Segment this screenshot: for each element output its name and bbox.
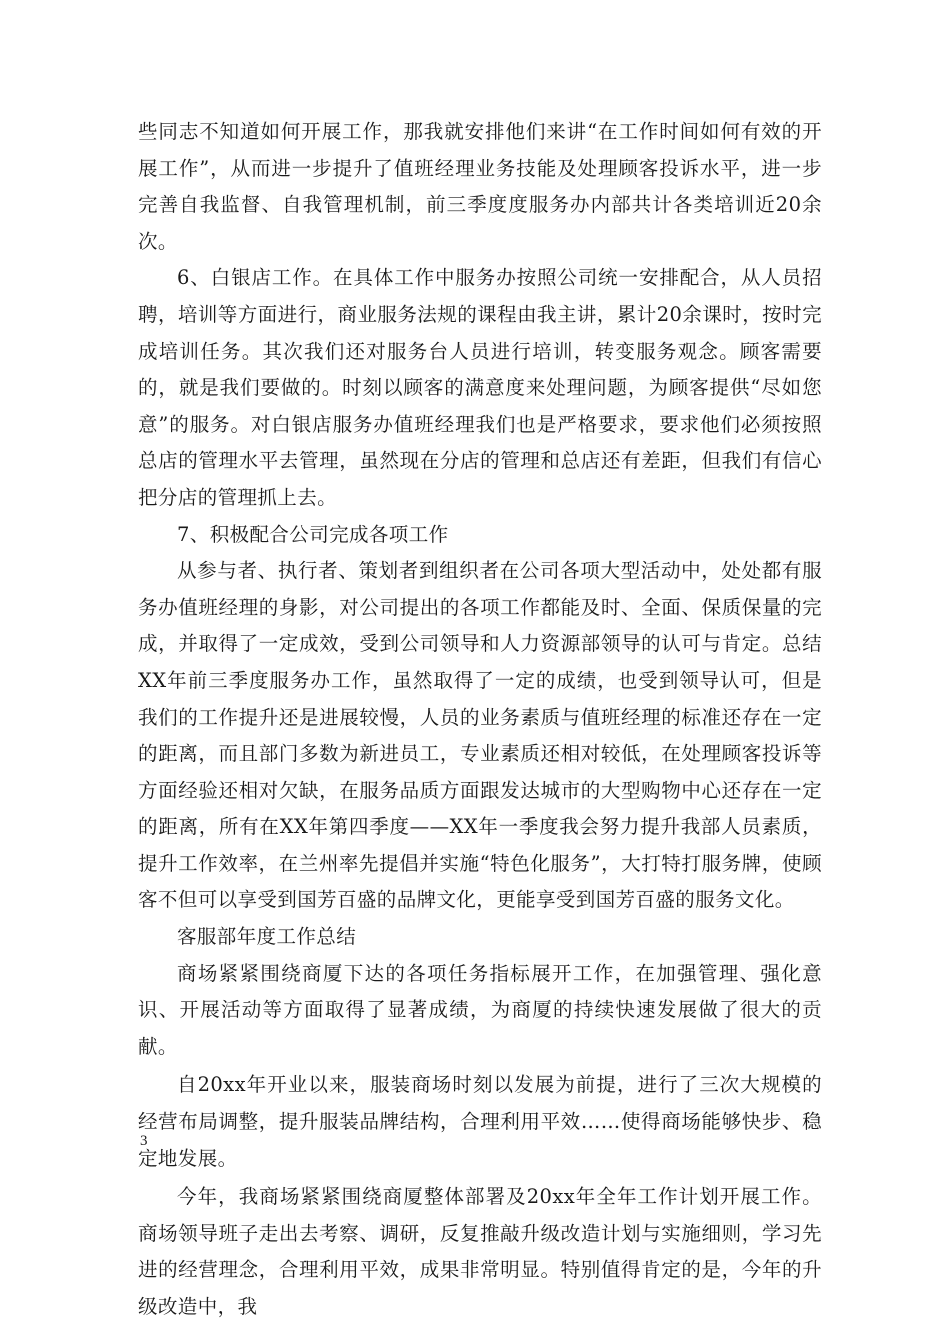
paragraph-since-opening: 自20xx年开业以来，服装商场时刻以发展为前提，进行了三次大规模的经营布局调整，提升服装品牌结构，合理利用平效……使得商场能够快步、稳定地发展。: [138, 1073, 822, 1170]
document-body: [138, 114, 822, 1326]
page-number: 3: [140, 1133, 148, 1149]
paragraph-training-continued: 些同志不知道如何开展工作，那我就安排他们来讲“在工作时间如何有效的开展工作”，从而进一步提升了值班经理业务技能及处理顾客投诉水平，进一步完善自我监督、自我管理机制，前三季度度服务办内部共计各类培训近20余次。: [138, 120, 822, 253]
section-heading-cooperate: 7、积极配合公司完成各项工作: [177, 522, 449, 546]
paragraph-baiyin-store: 6、白银店工作。在具体工作中服务办按照公司统一安排配合，从人员招聘，培训等方面进行，商业服务法规的课程由我主讲，累计20余课时，按时完成培训任务。其次我们还对服务台人员进行培训，转变服务观念。顾客需要的，就是我们要做的。时刻以顾客的满意度来处理问题，为顾客提供“尽如您意”的服务。对白银店服务办值班经理我们也是严格要求，要求他们必须按照总店的管理水平去管理，虽然现在分店的管理和总店还有差距，但我们有信心把分店的管理抓上去。: [138, 266, 822, 509]
paragraph-this-year: 今年，我商场紧紧围绕商厦整体部署及20xx年全年工作计划开展工作。商场领导班子走出去考察、调研，反复推敲升级改造计划与实施细则，学习先进的经营理念，合理利用平效，成果非常明显。特别值得肯定的是，今年的升级改造中，我: [138, 1185, 822, 1318]
paragraph-participation: 从参与者、执行者、策划者到组织者在公司各项大型活动中，处处都有服务办值班经理的身影，对公司提出的各项工作都能及时、全面、保质保量的完成，并取得了一定成效，受到公司领导和人力资源部领导的认可与肯定。总结XX年前三季度服务办工作，虽然取得了一定的成绩，也受到领导认可，但是我们的工作提升还是进展较慢，人员的业务素质与值班经理的标准还存在一定的距离，而且部门多数为新进员工，专业素质还相对较低，在处理顾客投诉等方面经验还相对欠缺，在服务品质方面跟发达城市的大型购物中心还存在一定的距离，所有在XX年第四季度——XX年一季度我会努力提升我部人员素质，提升工作效率，在兰州率先提倡并实施“特色化服务”，大打特打服务牌，使顾客不但可以享受到国芳百盛的品牌文化，更能享受到国芳百盛的服务文化。: [138, 559, 822, 912]
section-heading-annual-summary: 客服部年度工作总结: [177, 925, 357, 949]
paragraph-mall-tasks: 商场紧紧围绕商厦下达的各项任务指标展开工作，在加强管理、强化意识、开展活动等方面取得了显著成绩，为商厦的持续快速发展做了很大的贡献。: [138, 961, 822, 1058]
